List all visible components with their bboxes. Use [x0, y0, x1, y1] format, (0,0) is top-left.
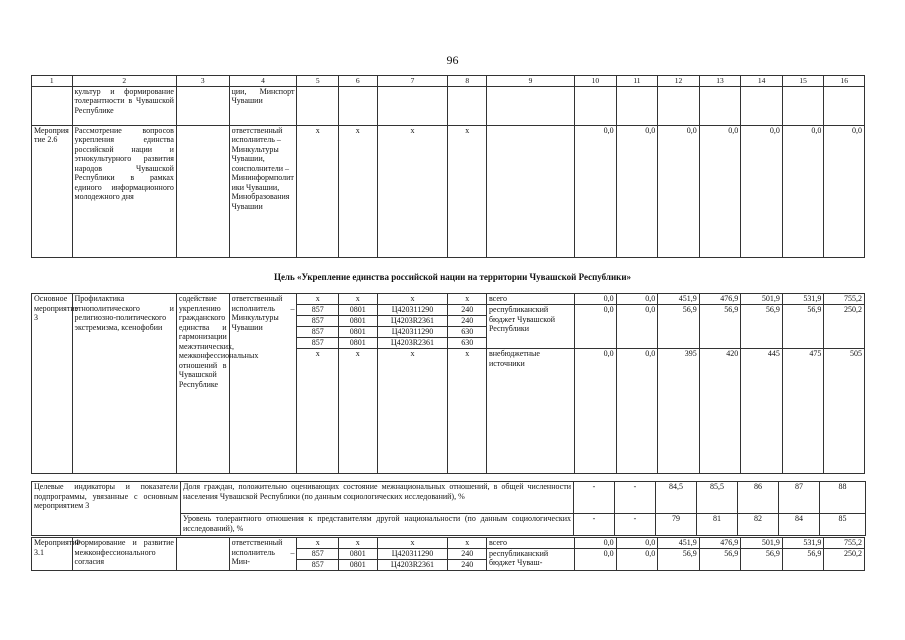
cell-code: x: [448, 125, 487, 257]
cell-code: Ц4203R2361: [377, 338, 448, 349]
indicator-row: [32, 482, 866, 514]
goal-title: Цель «Укрепление единства российской нации на территории Чувашской Республики»: [273, 272, 632, 282]
cell-value: 0,0: [616, 125, 658, 257]
cell-value: 0,0: [616, 305, 658, 349]
cell-value: 0,0: [699, 125, 741, 257]
cell-code: x: [339, 294, 378, 305]
cell-value: 84: [779, 514, 820, 536]
cell-code: 857: [297, 559, 339, 570]
cell-measure-text: культур и формирование толерантности в Чувашской Республике: [72, 86, 176, 125]
cell-value: 501,9: [741, 294, 783, 305]
cell-source: внебюджетные источники: [486, 349, 574, 474]
cell-value: 476,9: [699, 538, 741, 549]
cell-goal-text: содействие укреплению гражданского единства и гармонизации межэтнических, межконфессиональных отношений в Чувашской Республике: [176, 294, 229, 474]
cell-value: 0,0: [616, 349, 658, 474]
measure-3-1-table: [31, 537, 865, 571]
col-number: 4: [229, 76, 297, 87]
cell-value: 420: [699, 349, 741, 474]
col-number: 8: [448, 76, 487, 87]
cell-code: 0801: [339, 338, 378, 349]
cell-measure-id: Мероприятие 3.1: [32, 538, 73, 571]
cell-source: республиканский бюджет Чувашской Республики: [486, 305, 574, 349]
col-number: 12: [658, 76, 700, 87]
cell-code: 857: [297, 305, 339, 316]
cell-code: x: [377, 349, 448, 474]
cell-code: 240: [448, 548, 487, 559]
cell-value: 0,0: [575, 538, 617, 549]
cell-code: Ц420311290: [377, 305, 448, 316]
cell-value: 0,0: [616, 294, 658, 305]
cell-executor: ответственный исполнитель – Мин-: [229, 538, 297, 571]
cell-value: 755,2: [824, 538, 865, 549]
cell-measure-id: Основное мероприятие 3: [32, 294, 73, 474]
cell-value: 755,2: [824, 294, 865, 305]
cell-code: x: [297, 294, 339, 305]
cell-code: 857: [297, 327, 339, 338]
m31-row-total: [32, 538, 865, 549]
cell-source: всего: [486, 294, 574, 305]
indicators-label: Целевые индикаторы и показатели подпрограммы, увязанные с основным мероприятием 3: [32, 482, 181, 536]
cell-value: 84,5: [656, 482, 697, 514]
cell-value: 0,0: [741, 125, 783, 257]
cell-value: 0,0: [575, 349, 617, 474]
cell-code: x: [377, 538, 448, 549]
cell-code: 0801: [339, 559, 378, 570]
cell-value: 85,5: [697, 482, 738, 514]
cell-value: 395: [658, 349, 700, 474]
cell-value: 56,9: [782, 548, 824, 570]
cell-value: 0,0: [575, 305, 617, 349]
cell-code: x: [377, 294, 448, 305]
continuation-row: [32, 86, 865, 125]
cell-value: 79: [656, 514, 697, 536]
cell-value: 501,9: [741, 538, 783, 549]
cell-value: 56,9: [658, 548, 700, 570]
indicators-table: [31, 481, 866, 536]
cell-code: 630: [448, 327, 487, 338]
cell-value: 451,9: [658, 538, 700, 549]
cell-measure-text: Профилактика этнополитического и религиозно-политического экстремизма, ксенофобии: [72, 294, 176, 474]
cell-code: x: [297, 538, 339, 549]
cell-value: 250,2: [824, 305, 865, 349]
cell-code: Ц4203R2361: [377, 559, 448, 570]
indicator-text: Доля граждан, положительно оценивающих состояние межнациональных отношений, в общей численности населения Чувашской Республики (по данным социологических исследований), %: [181, 482, 574, 514]
col-number: 16: [824, 76, 865, 87]
cell-code: Ц420311290: [377, 327, 448, 338]
cell-code: 240: [448, 305, 487, 316]
cell-value: -: [574, 482, 615, 514]
cell-value: 531,9: [782, 294, 824, 305]
col-number: 13: [699, 76, 741, 87]
cell-code: 0801: [339, 316, 378, 327]
col-number: 6: [339, 76, 378, 87]
cell-executor: ции, Минспорт Чувашии: [229, 86, 297, 125]
budget-table: [31, 75, 865, 258]
cell-code: 857: [297, 548, 339, 559]
cell-value: 56,9: [699, 548, 741, 570]
cell-value: 0,0: [575, 548, 617, 570]
cell-value: -: [615, 482, 656, 514]
cell-code: 240: [448, 559, 487, 570]
cell-value: 505: [824, 349, 865, 474]
col-number: 11: [616, 76, 658, 87]
cell-code: x: [339, 538, 378, 549]
page-number: 96: [446, 53, 459, 67]
col-number: 3: [176, 76, 229, 87]
cell-value: 0,0: [782, 125, 824, 257]
cell-measure-id: Мероприятие 2.6: [32, 125, 73, 257]
cell-value: 250,2: [824, 548, 865, 570]
indicator-text: Уровень толерантного отношения к представителям другой национальности (по данным социологических исследований), %: [181, 514, 574, 536]
cell-value: 86: [738, 482, 779, 514]
measure-2-6-row: [32, 125, 865, 257]
cell-executor: ответственный исполнитель – Минкультуры Чувашии, соисполнители – Мининформполитики Чувашии, Минобразования Чувашии: [229, 125, 297, 257]
cell-source: республиканский бюджет Чуваш-: [486, 548, 574, 570]
cell-code: x: [297, 349, 339, 474]
cell-value: 56,9: [658, 305, 700, 349]
cell-value: 0,0: [824, 125, 865, 257]
cell-source: всего: [486, 538, 574, 549]
cell-value: 56,9: [782, 305, 824, 349]
main-measure-3-table: [31, 293, 865, 474]
cell-code: Ц420311290: [377, 548, 448, 559]
cell-value: 476,9: [699, 294, 741, 305]
col-number: 7: [377, 76, 448, 87]
cell-value: 475: [782, 349, 824, 474]
col-number: 9: [486, 76, 574, 87]
col-number: 14: [741, 76, 783, 87]
col-number: 10: [575, 76, 617, 87]
cell-value: 531,9: [782, 538, 824, 549]
col-number: 5: [297, 76, 339, 87]
cell-value: 56,9: [741, 305, 783, 349]
cell-value: 451,9: [658, 294, 700, 305]
cell-code: x: [339, 125, 378, 257]
cell-value: 445: [741, 349, 783, 474]
cell-code: x: [297, 125, 339, 257]
cell-value: 0,0: [616, 548, 658, 570]
cell-code: x: [448, 538, 487, 549]
cell-code: 0801: [339, 548, 378, 559]
cell-code: x: [339, 349, 378, 474]
cell-value: 0,0: [575, 294, 617, 305]
cell-executor: ответственный исполнитель – Минкультуры Чувашии: [229, 294, 297, 474]
cell-code: 857: [297, 338, 339, 349]
cell-code: 857: [297, 316, 339, 327]
cell-code: x: [448, 294, 487, 305]
cell-value: -: [615, 514, 656, 536]
col-number: 1: [32, 76, 73, 87]
cell-value: 56,9: [699, 305, 741, 349]
cell-value: 88: [820, 482, 866, 514]
cell-measure-text: Формирование и развитие межконфессионального согласия: [72, 538, 176, 571]
cell-value: 0,0: [658, 125, 700, 257]
cell-value: 81: [697, 514, 738, 536]
cell-code: Ц4203R2361: [377, 316, 448, 327]
cell-value: 85: [820, 514, 866, 536]
cell-value: 0,0: [575, 125, 617, 257]
cell-value: 82: [738, 514, 779, 536]
column-numbers-row: [32, 76, 865, 87]
cell-code: x: [448, 349, 487, 474]
cell-code: x: [377, 125, 448, 257]
cell-value: 56,9: [741, 548, 783, 570]
cell-code: 630: [448, 338, 487, 349]
cell-code: 0801: [339, 327, 378, 338]
cell-value: 87: [779, 482, 820, 514]
col-number: 15: [782, 76, 824, 87]
om3-row-total: [32, 294, 865, 305]
col-number: 2: [72, 76, 176, 87]
cell-measure-text: Рассмотрение вопросов укрепления единства российской нации и этнокультурного развития народов Чувашской Республики в рамках единого информационного молодежного дня: [72, 125, 176, 257]
cell-value: 0,0: [616, 538, 658, 549]
cell-code: 240: [448, 316, 487, 327]
cell-code: 0801: [339, 305, 378, 316]
cell-value: -: [574, 514, 615, 536]
